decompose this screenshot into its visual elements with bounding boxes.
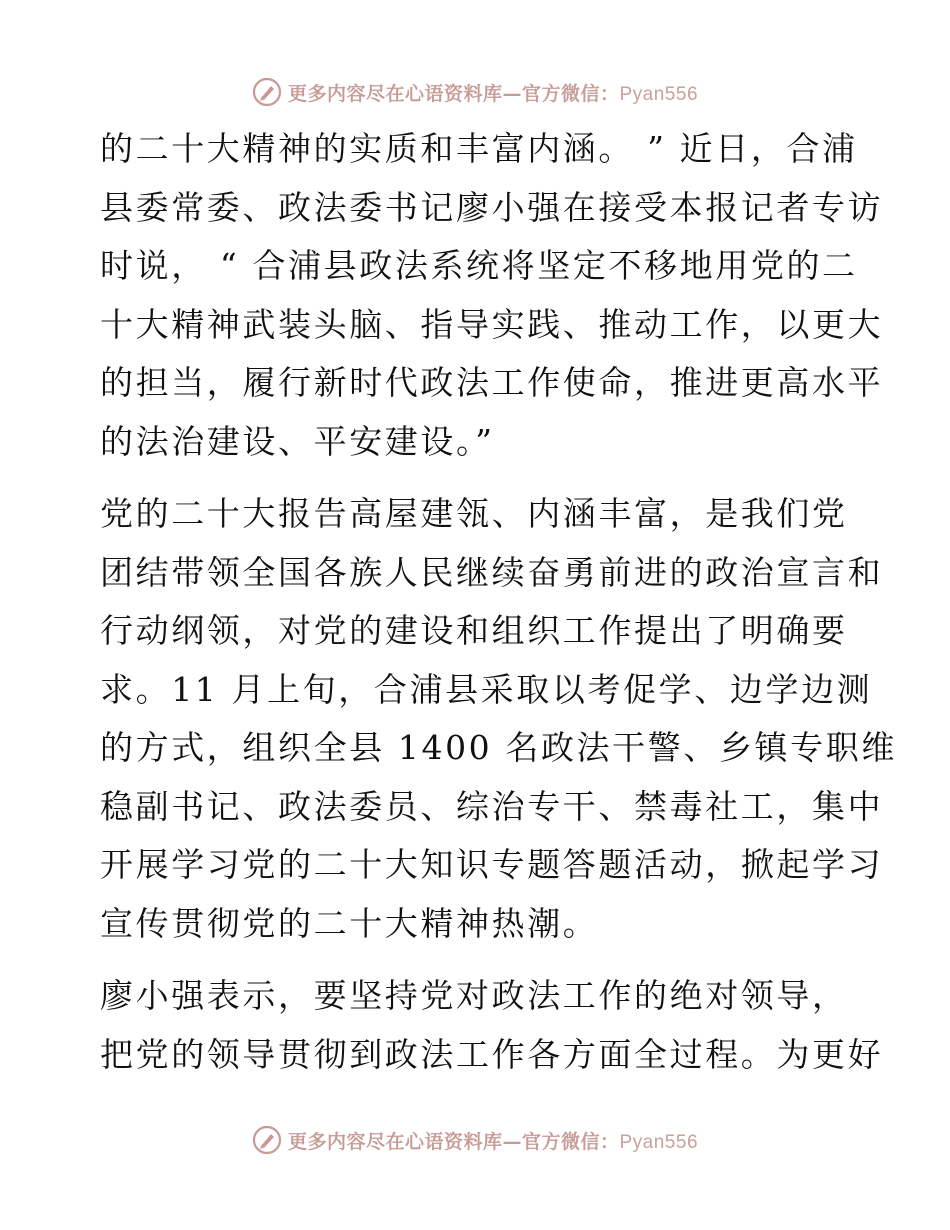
pen-logo-icon [252,77,282,107]
paragraph-2 [100,485,897,953]
text-line: 党的二十大报告高屋建瓴、内涵丰富，是我们党 [100,494,848,533]
watermark-text-cn: 更多内容尽在心语资料库—官方微信： [287,1130,620,1153]
text-line: 廖小强表示，要坚持党对政法工作的绝对领导， [100,976,848,1015]
text-line: 的方式，组织全县 1400 名政法干警、乡镇专职维 [100,728,897,767]
paragraph-spacer [100,953,860,967]
text-line: 稳副书记、政法委员、综治专干、禁毒社工，集中 [100,786,884,826]
text-line: 团结带领全国各族人民继续奋勇前进的政治宣言和 [100,552,884,592]
text-line: 的担当，履行新时代政法工作使命，推进更高水平 [100,363,884,402]
paragraph-spacer [100,471,860,485]
watermark-text [288,1127,698,1154]
text-line: 时说， “ 合浦县政法系统将坚定不移地用党的二 [100,246,858,285]
text-line: 宣传贯彻党的二十大精神热潮。 [100,903,599,943]
text-line: 行动纲领，对党的建设和组织工作提出了明确要 [100,611,848,650]
watermark-wechat-id: Pyan556 [619,1131,699,1153]
paragraph-1 [100,120,884,471]
watermark-wechat-id: Pyan556 [619,83,699,105]
watermark-text [288,79,698,106]
document-body [100,120,897,1084]
header-watermark [0,72,950,112]
text-line: 县委常委、政法委书记廖小强在接受本报记者专访 [100,187,884,227]
text-line: 把党的领导贯彻到政法工作各方面全过程。为更好 [100,1034,884,1074]
text-line: 的法治建设、平安建设。” [100,421,495,461]
watermark-text-cn: 更多内容尽在心语资料库—官方微信： [287,82,620,105]
text-line: 求。11 月上旬，合浦县采取以考促学、边学边测 [100,669,873,709]
text-line: 十大精神武装头脑、指导实践、推动工作，以更大 [100,304,884,344]
text-line: 的二十大精神的实质和丰富内涵。 ” 近日，合浦 [100,129,858,168]
paragraph-3 [100,967,884,1084]
pen-logo-icon [252,1125,282,1155]
text-line: 开展学习党的二十大知识专题答题活动，掀起学习 [100,845,884,884]
footer-watermark [0,1120,950,1160]
